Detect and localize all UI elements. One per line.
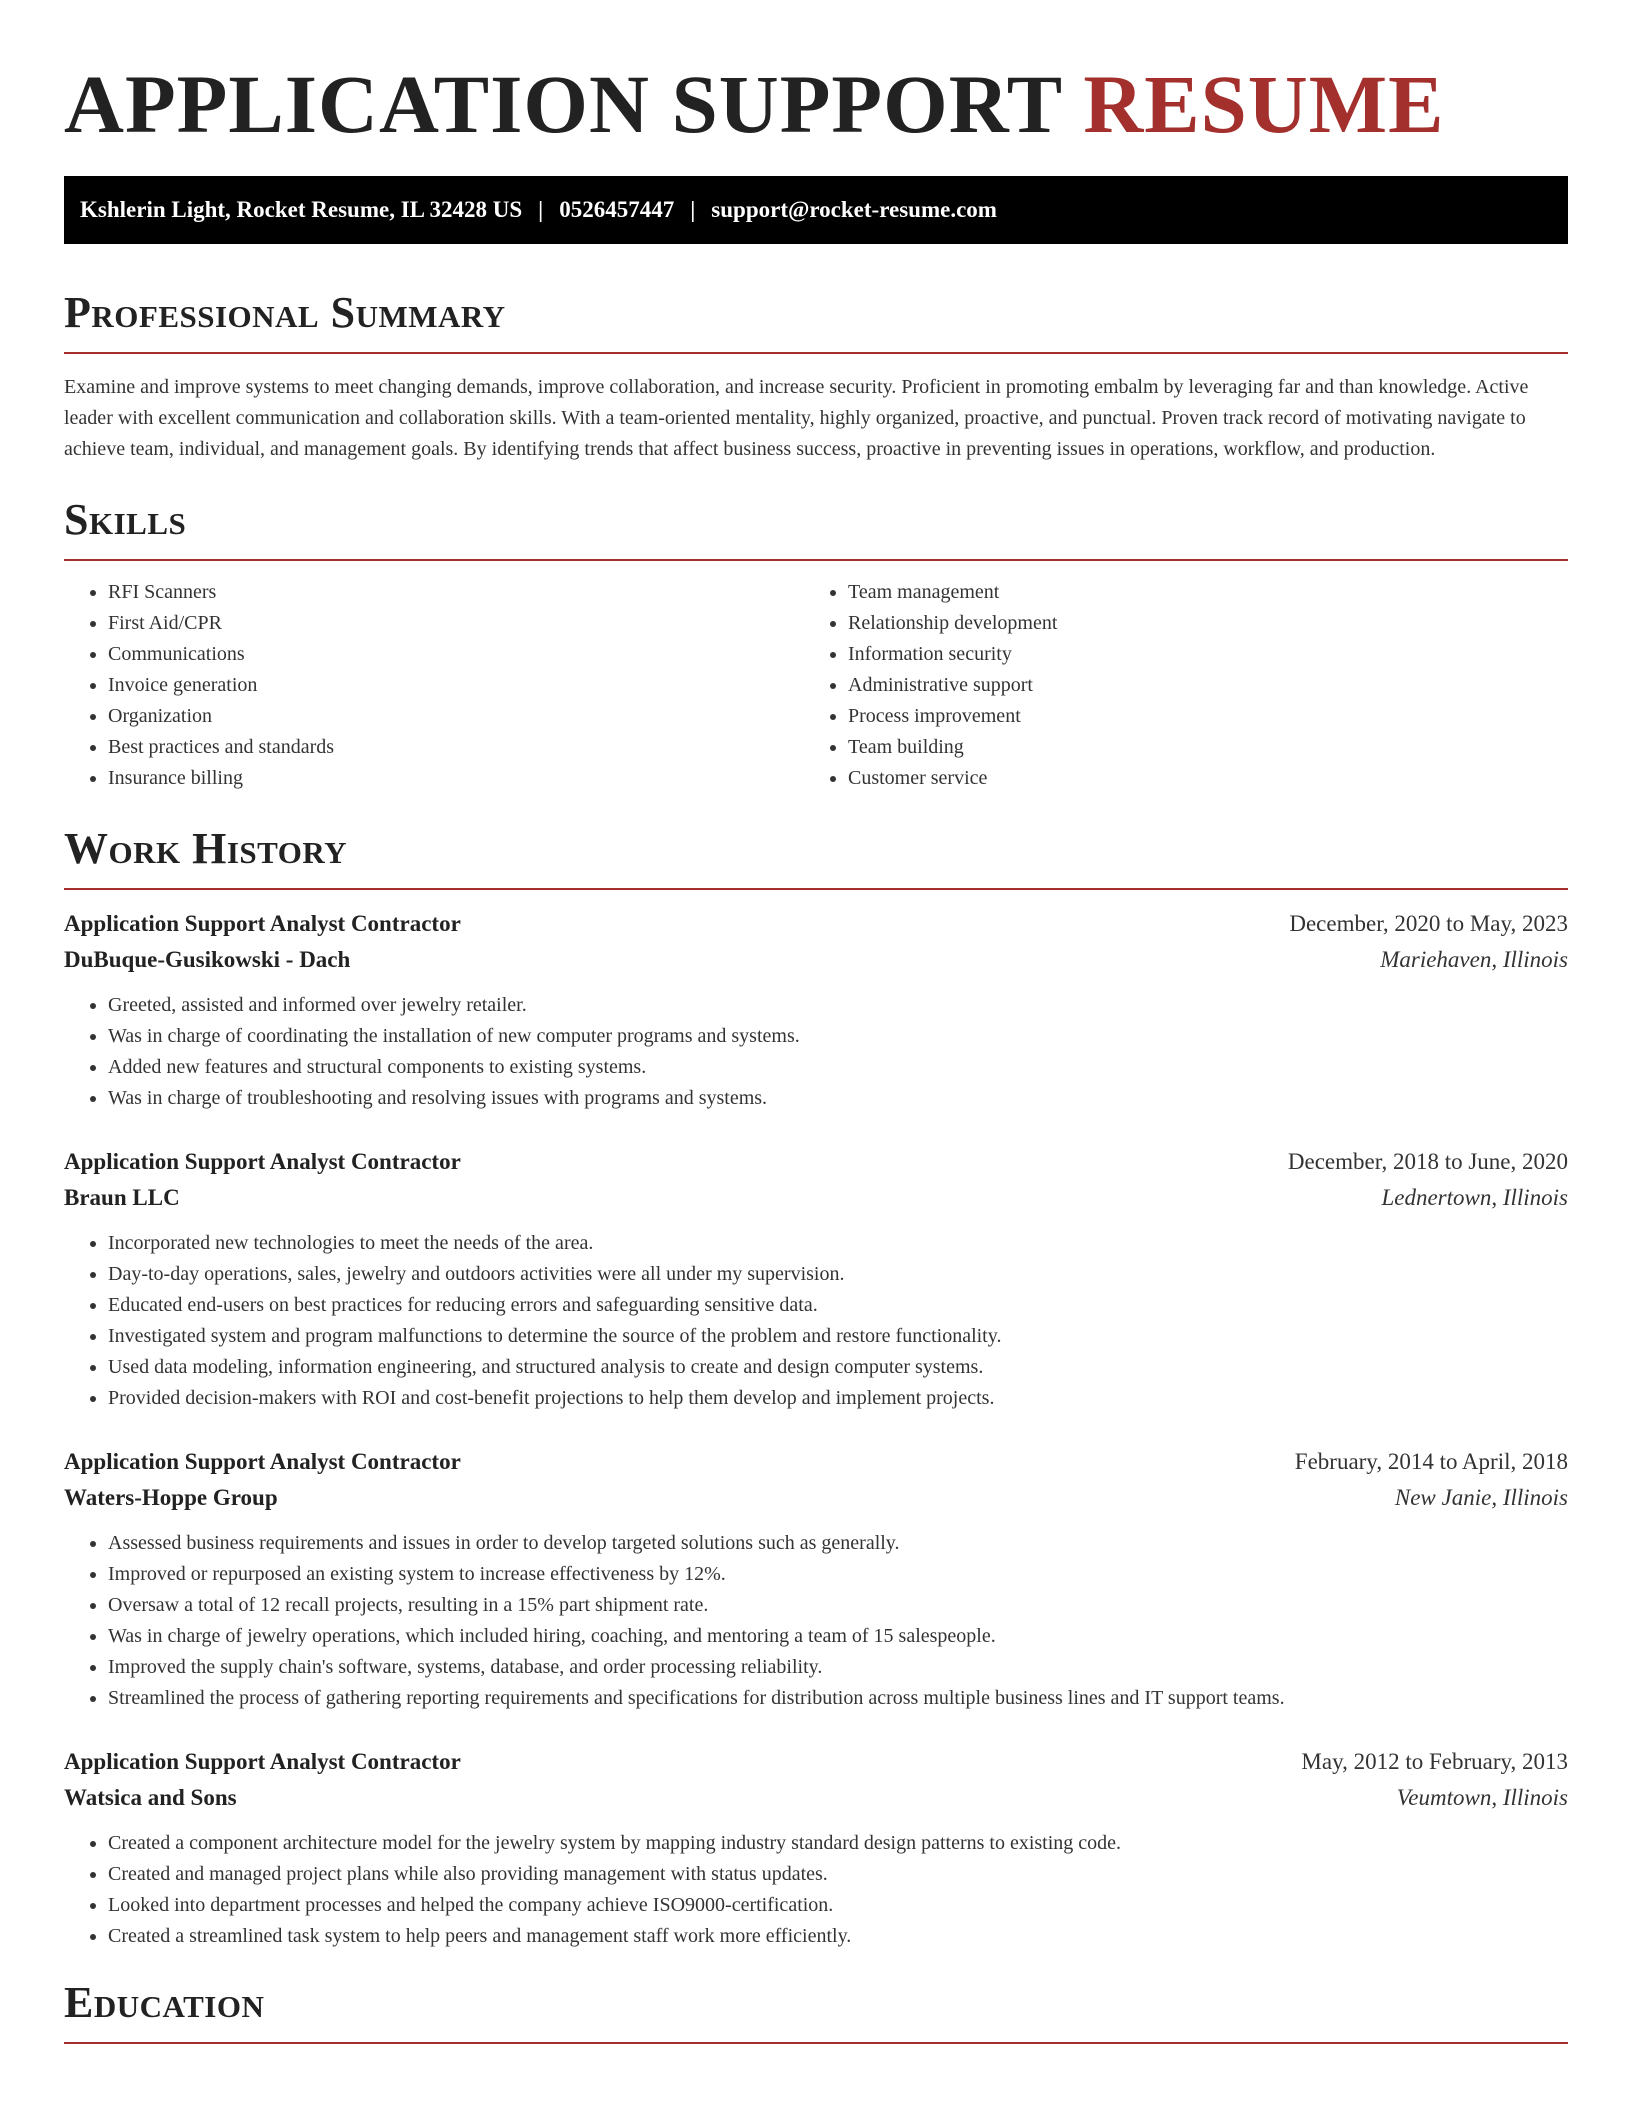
job-header-row (64, 1444, 1568, 1480)
summary-section (64, 288, 1568, 465)
job-title: Application Support Analyst Contractor (64, 911, 461, 936)
job-dates: May, 2012 to February, 2013 (1301, 1749, 1568, 1774)
skill-item: • RFI Scanners (108, 577, 804, 608)
job-bullet: • Incorporated new technologies to meet the needs of the area. (108, 1228, 1568, 1259)
contact-separator: | (690, 197, 696, 222)
job-bullet: • Looked into department processes and helped the company achieve ISO9000-certification. (108, 1890, 1568, 1921)
job-bullet: • Provided decision-makers with ROI and cost-benefit projections to help them develop and implement projects. (108, 1383, 1568, 1414)
skills-columns (64, 577, 1568, 794)
resume-title (64, 0, 1568, 152)
job-bullet: • Was in charge of jewelry operations, which included hiring, coaching, and mentoring a team of 15 salespeople. (108, 1621, 1568, 1652)
job-dates: December, 2018 to June, 2020 (1287, 1149, 1568, 1174)
skill-item: • Invoice generation (108, 670, 804, 701)
skill-item: • Communications (108, 639, 804, 670)
skill-item: • Best practices and standards (108, 732, 804, 763)
skills-list-right (804, 577, 1544, 794)
contact-email: support@rocket-resume.com (711, 197, 997, 222)
skill-item: • Administrative support (848, 670, 1544, 701)
job-bullet: • Created and managed project plans while also providing management with status updates. (108, 1859, 1568, 1890)
job-location: New Janie, Illinois (1394, 1485, 1568, 1510)
skill-item: • Team building (848, 732, 1544, 763)
job-company: Waters-Hoppe Group (64, 1485, 278, 1510)
skill-item: • Team management (848, 577, 1544, 608)
job-bullets (64, 1828, 1568, 1952)
skills-section (64, 495, 1568, 794)
job-bullet: • Created a component architecture model for the jewelry system by mapping industry standard design patterns to existing code. (108, 1828, 1568, 1859)
job-bullet: • Improved or repurposed an existing system to increase effectiveness by 12%. (108, 1559, 1568, 1590)
job-bullet: • Improved the supply chain's software, systems, database, and order processing reliability. (108, 1652, 1568, 1683)
job-bullets (64, 990, 1568, 1114)
job-dates: December, 2020 to May, 2023 (1289, 911, 1568, 936)
job-bullets (64, 1528, 1568, 1714)
job-location: Mariehaven, Illinois (1380, 947, 1568, 972)
job-entry (64, 906, 1568, 1114)
education-section (64, 1978, 1568, 2044)
job-company: DuBuque-Gusikowski - Dach (64, 947, 351, 972)
job-bullet: • Assessed business requirements and issues in order to develop targeted solutions such as generally. (108, 1528, 1568, 1559)
resume-title-main: APPLICATION SUPPORT (64, 58, 1062, 150)
resume-title-accent: RESUME (1083, 58, 1445, 150)
section-divider (64, 888, 1568, 890)
skill-item: • Process improvement (848, 701, 1544, 732)
job-entry (64, 1144, 1568, 1414)
job-bullet: • Streamlined the process of gathering reporting requirements and specifications for distribution across multiple business lines and IT support teams. (108, 1683, 1568, 1714)
job-header-row (64, 1744, 1568, 1780)
skill-item: • Organization (108, 701, 804, 732)
skill-item: • First Aid/CPR (108, 608, 804, 639)
job-entry (64, 1444, 1568, 1714)
job-header-row (64, 906, 1568, 942)
skill-item: • Relationship development (848, 608, 1544, 639)
job-bullets (64, 1228, 1568, 1414)
job-bullet: • Was in charge of troubleshooting and resolving issues with programs and systems. (108, 1083, 1568, 1114)
summary-text: Examine and improve systems to meet changing demands, improve collaboration, and increase security. Proficient in promoting embalm by leveraging far and than knowledge. Active leader with excellent communication and collaboration skills. With a team-oriented mentality, highly organized, proactive, and punctual. Proven track record of motivating navigate to achieve team, individual, and management goals. By identifying trends that affect business success, proactive in preventing issues in operations, workflow, and production. (64, 376, 1529, 460)
job-dates: February, 2014 to April, 2018 (1294, 1449, 1568, 1474)
contact-separator: | (538, 197, 544, 222)
job-bullet: • Created a streamlined task system to help peers and management staff work more efficiently. (108, 1921, 1568, 1952)
education-heading: Education (64, 1978, 265, 2027)
work-history-section (64, 824, 1568, 1952)
job-location: Veumtown, Illinois (1396, 1785, 1568, 1810)
job-bullet: • Oversaw a total of 12 recall projects, resulting in a 15% part shipment rate. (108, 1590, 1568, 1621)
job-bullet: • Added new features and structural components to existing systems. (108, 1052, 1568, 1083)
job-title: Application Support Analyst Contractor (64, 1149, 461, 1174)
contact-phone: 0526457447 (559, 197, 675, 222)
job-bullet: • Investigated system and program malfunctions to determine the source of the problem and restore functionality. (108, 1321, 1568, 1352)
contact-bar (64, 176, 1568, 244)
contact-address: Kshlerin Light, Rocket Resume, IL 32428 US (80, 197, 523, 222)
job-header-row (64, 1144, 1568, 1180)
job-entry (64, 1744, 1568, 1952)
job-bullet: • Educated end-users on best practices for reducing errors and safeguarding sensitive data. (108, 1290, 1568, 1321)
work-history-heading: Work History (64, 824, 348, 873)
job-bullet: • Day-to-day operations, sales, jewelry and outdoors activities were all under my supervision. (108, 1259, 1568, 1290)
section-divider (64, 352, 1568, 354)
job-bullet: • Was in charge of coordinating the installation of new computer programs and systems. (108, 1021, 1568, 1052)
job-company: Watsica and Sons (64, 1785, 237, 1810)
job-company-row (64, 1780, 1568, 1816)
skills-list-left (64, 577, 804, 794)
section-divider (64, 559, 1568, 561)
skills-heading: Skills (64, 495, 187, 544)
skill-item: • Customer service (848, 763, 1544, 794)
job-location: Lednertown, Illinois (1381, 1185, 1568, 1210)
job-bullet: • Used data modeling, information engineering, and structured analysis to create and design computer systems. (108, 1352, 1568, 1383)
skill-item: • Information security (848, 639, 1544, 670)
job-company-row (64, 942, 1568, 978)
summary-heading: Professional Summary (64, 288, 506, 337)
job-company: Braun LLC (64, 1185, 180, 1210)
job-bullet: • Greeted, assisted and informed over jewelry retailer. (108, 990, 1568, 1021)
section-divider (64, 2042, 1568, 2044)
job-company-row (64, 1480, 1568, 1516)
skill-item: • Insurance billing (108, 763, 804, 794)
job-title: Application Support Analyst Contractor (64, 1749, 461, 1774)
job-company-row (64, 1180, 1568, 1216)
job-title: Application Support Analyst Contractor (64, 1449, 461, 1474)
